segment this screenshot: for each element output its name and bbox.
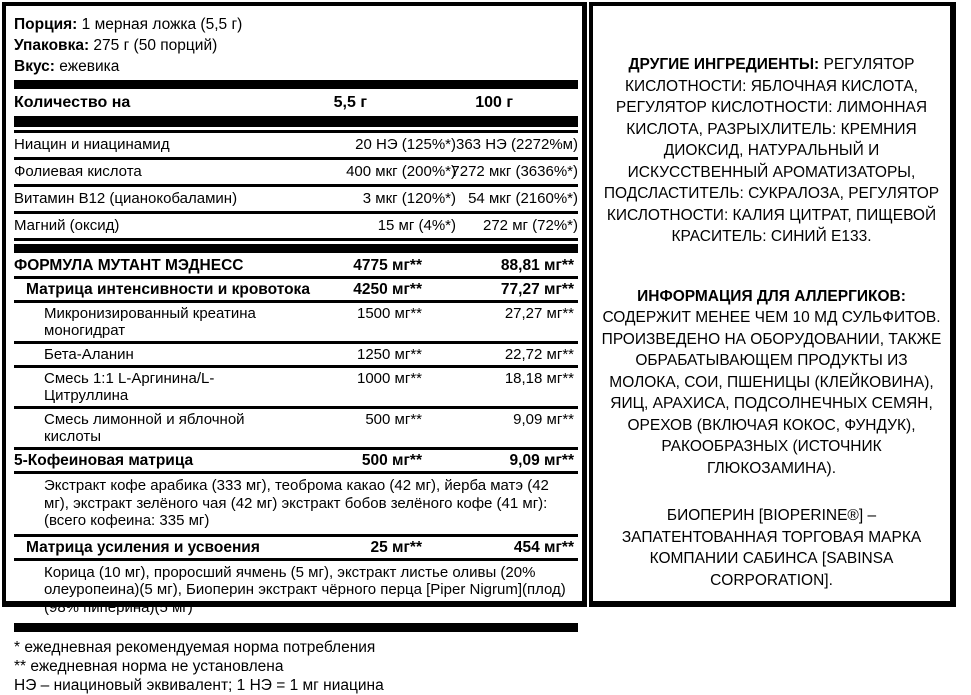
footnote-1: ** ежедневная норма не установлена	[14, 658, 284, 675]
ingredients-paragraph-0: ДРУГИЕ ИНГРЕДИЕНТЫ: РЕГУЛЯТОР КИСЛОТНОСТИ: ЯБЛОЧНАЯ КИСЛОТА, РЕГУЛЯТОР КИСЛОТНОСТИ: ЛИМОННАЯ КИСЛОТА, РАЗРЫХЛИТЕЛЬ: КРЕМНИЯ ДИОКСИД, НАТУРАЛЬНЫЙ И ИСКУССТВЕННЫЙ АРОМАТИЗАТОРЫ, ПОДСЛАСТИТЕЛЬ: СУКРАЛОЗА, РЕГУЛЯТОР КИСЛОТНОСТИ: КАЛИЯ ЦИТРАТ, ПИЩЕВОЙ КРАСИТЕЛЬ: СИНИЙ Е133.	[603, 56, 940, 245]
per-100g-value: 18,18 мг**	[504, 370, 574, 387]
nutrient-name: Матрица интенсивности и кровотока	[26, 281, 310, 298]
per-serving-value: 15 мг (4%*)	[377, 217, 456, 234]
nutrient-row	[14, 450, 578, 474]
per-serving-value: 4250 мг**	[353, 281, 422, 298]
per-100g-value: 54 мкг (2160%*)	[468, 190, 578, 207]
nutrient-row	[14, 537, 578, 561]
amount-per-label: Количество на	[14, 94, 131, 111]
nutrient-name: 5-Кофеиновая матрица	[14, 452, 194, 469]
per-serving-value: 1000 мг**	[357, 370, 422, 387]
nutrient-row	[14, 303, 578, 344]
ingredient-detail-paragraph: Корица (10 мг), проросший ячмень (5 мг), экстракт листье оливы (20% олеуропеина)(5 мг), Биоперин экстракт чёрного перца [Piper Nigrum](плод)(98% пиперина)(5 мг)	[44, 563, 566, 616]
amount-header-row	[14, 91, 578, 114]
per-100g-value: 22,72 мг**	[504, 346, 574, 363]
footnote-0: * ежедневная рекомендуемая норма потребления	[14, 639, 376, 656]
label-header-lines	[14, 14, 578, 77]
per-100g-value: 7272 мкг (3636%*)	[451, 163, 578, 180]
header-line-label: Упаковка:	[14, 37, 90, 54]
header-line-0: Порция: 1 мерная ложка (5,5 г)	[14, 16, 243, 33]
section-bar	[14, 244, 578, 253]
per-100g-value: 27,27 мг**	[504, 305, 574, 322]
nutrient-row	[14, 409, 578, 450]
nutrient-row	[14, 160, 578, 187]
per-100g-value: 9,09 мг**	[509, 452, 574, 469]
nutrient-row	[14, 187, 578, 214]
nutrient-row	[14, 214, 578, 241]
per-100g-value: 454 мг**	[513, 538, 574, 556]
per-100g-value: 9,09 мг**	[513, 411, 574, 428]
nutrient-row	[14, 368, 578, 409]
facts-rows	[14, 130, 578, 632]
per-100g-value: 272 мг (72%*)	[483, 217, 578, 234]
ingredient-detail-paragraph: Экстракт кофе арабика (333 мг), теоброма какао (42 мг), йерба матэ (42 мг), экстракт зелёного чая (42 мг) экстракт бобов зелёного кофе (41 мг): (всего кофеина: 335 мг)	[14, 474, 578, 537]
header-line-2: Вкус: ежевика	[14, 58, 120, 75]
section-bar-header	[14, 116, 578, 127]
nutrient-name: Матрица усиления и усвоения	[26, 538, 260, 556]
header-line-label: Вкус:	[14, 58, 55, 75]
nutrient-name: Микронизированный креатина моногидрат	[44, 305, 256, 339]
per-serving-value: 3 мкг (120%*)	[362, 190, 456, 207]
paragraph-lead: ИНФОРМАЦИЯ ДЛЯ АЛЛЕРГИКОВ:	[637, 287, 906, 305]
per-serving-value: 1500 мг**	[357, 305, 422, 322]
header-line-label: Порция:	[14, 16, 78, 33]
header-line-1: Упаковка: 275 г (50 порций)	[14, 37, 218, 54]
per-serving-header: 5,5 г	[333, 94, 367, 111]
other-ingredients-panel	[589, 2, 956, 607]
nutrient-row	[14, 130, 578, 160]
footnotes	[14, 634, 578, 695]
per-100g-value: 77,27 мг**	[500, 281, 574, 298]
per-serving-value: 500 мг**	[361, 452, 422, 469]
supplement-facts-panel	[2, 2, 587, 694]
per-serving-value: 25 мг**	[370, 538, 422, 556]
ingredients-paragraph-2: БИОПЕРИН [BIOPERINE®] – ЗАПАТЕНТОВАННАЯ ТОРГОВАЯ МАРКА КОМПАНИИ САБИНСА [SABINSA CORPORATION].	[621, 507, 922, 589]
nutrient-name: Смесь лимонной и яблочной кислоты	[44, 411, 245, 445]
nutrient-name: Смесь 1:1 L-Аргинина/L-Цитруллина	[44, 370, 215, 404]
per-serving-value: 20 НЭ (125%*)	[355, 136, 456, 153]
nutrient-row	[14, 255, 578, 279]
nutrient-name: Бета-Аланин	[44, 346, 134, 363]
per-serving-value: 1250 мг**	[357, 346, 422, 363]
nutrient-name: Витамин B12 (цианокобаламин)	[14, 190, 238, 207]
per-serving-value: 400 мкг (200%*)	[346, 163, 456, 180]
footnote-2: НЭ – ниациновый эквивалент; 1 НЭ = 1 мг ниацина	[14, 677, 384, 694]
per-100g-value: 88,81 мг**	[500, 257, 574, 274]
ingredients-paragraph-1: ИНФОРМАЦИЯ ДЛЯ АЛЛЕРГИКОВ: СОДЕРЖИТ МЕНЕЕ ЧЕМ 10 МД СУЛЬФИТОВ. ПРОИЗВЕДЕНО НА ОБОРУДОВАНИИ, ТАКЖЕ ОБРАБАТЫВАЮЩЕМ ПРОДУКТЫ ИЗ МОЛОКА, СОИ, ПШЕНИЦЫ (КЛЕЙКОВИНА), ЯИЦ, АРАХИСА, ПОДСОЛНЕЧНЫХ СЕМЯН, ОРЕХОВ (ВКЛЮЧАЯ КОКОС, ФУНДУК), РАКООБРАЗНЫХ (ИСТОЧНИК ГЛЮКОЗАМИНА).	[601, 287, 942, 477]
per-serving-value: 4775 мг**	[353, 257, 422, 274]
nutrient-name: Фолиевая кислота	[14, 163, 142, 180]
nutrient-name: Ниацин и ниацинамид	[14, 136, 170, 153]
per-serving-value: 500 мг**	[365, 411, 422, 428]
per-100g-header: 100 г	[475, 94, 513, 111]
nutrient-name: ФОРМУЛА МУТАНТ МЭДНЕСС	[14, 257, 244, 274]
section-bar	[14, 623, 578, 632]
nutrient-name: Магний (оксид)	[14, 217, 120, 234]
section-bar-top	[14, 80, 578, 89]
per-100g-value: 363 НЭ (2272%м)	[456, 136, 578, 153]
nutrient-row	[14, 344, 578, 368]
nutrient-row	[14, 279, 578, 303]
paragraph-lead: ДРУГИЕ ИНГРЕДИЕНТЫ:	[628, 56, 820, 73]
